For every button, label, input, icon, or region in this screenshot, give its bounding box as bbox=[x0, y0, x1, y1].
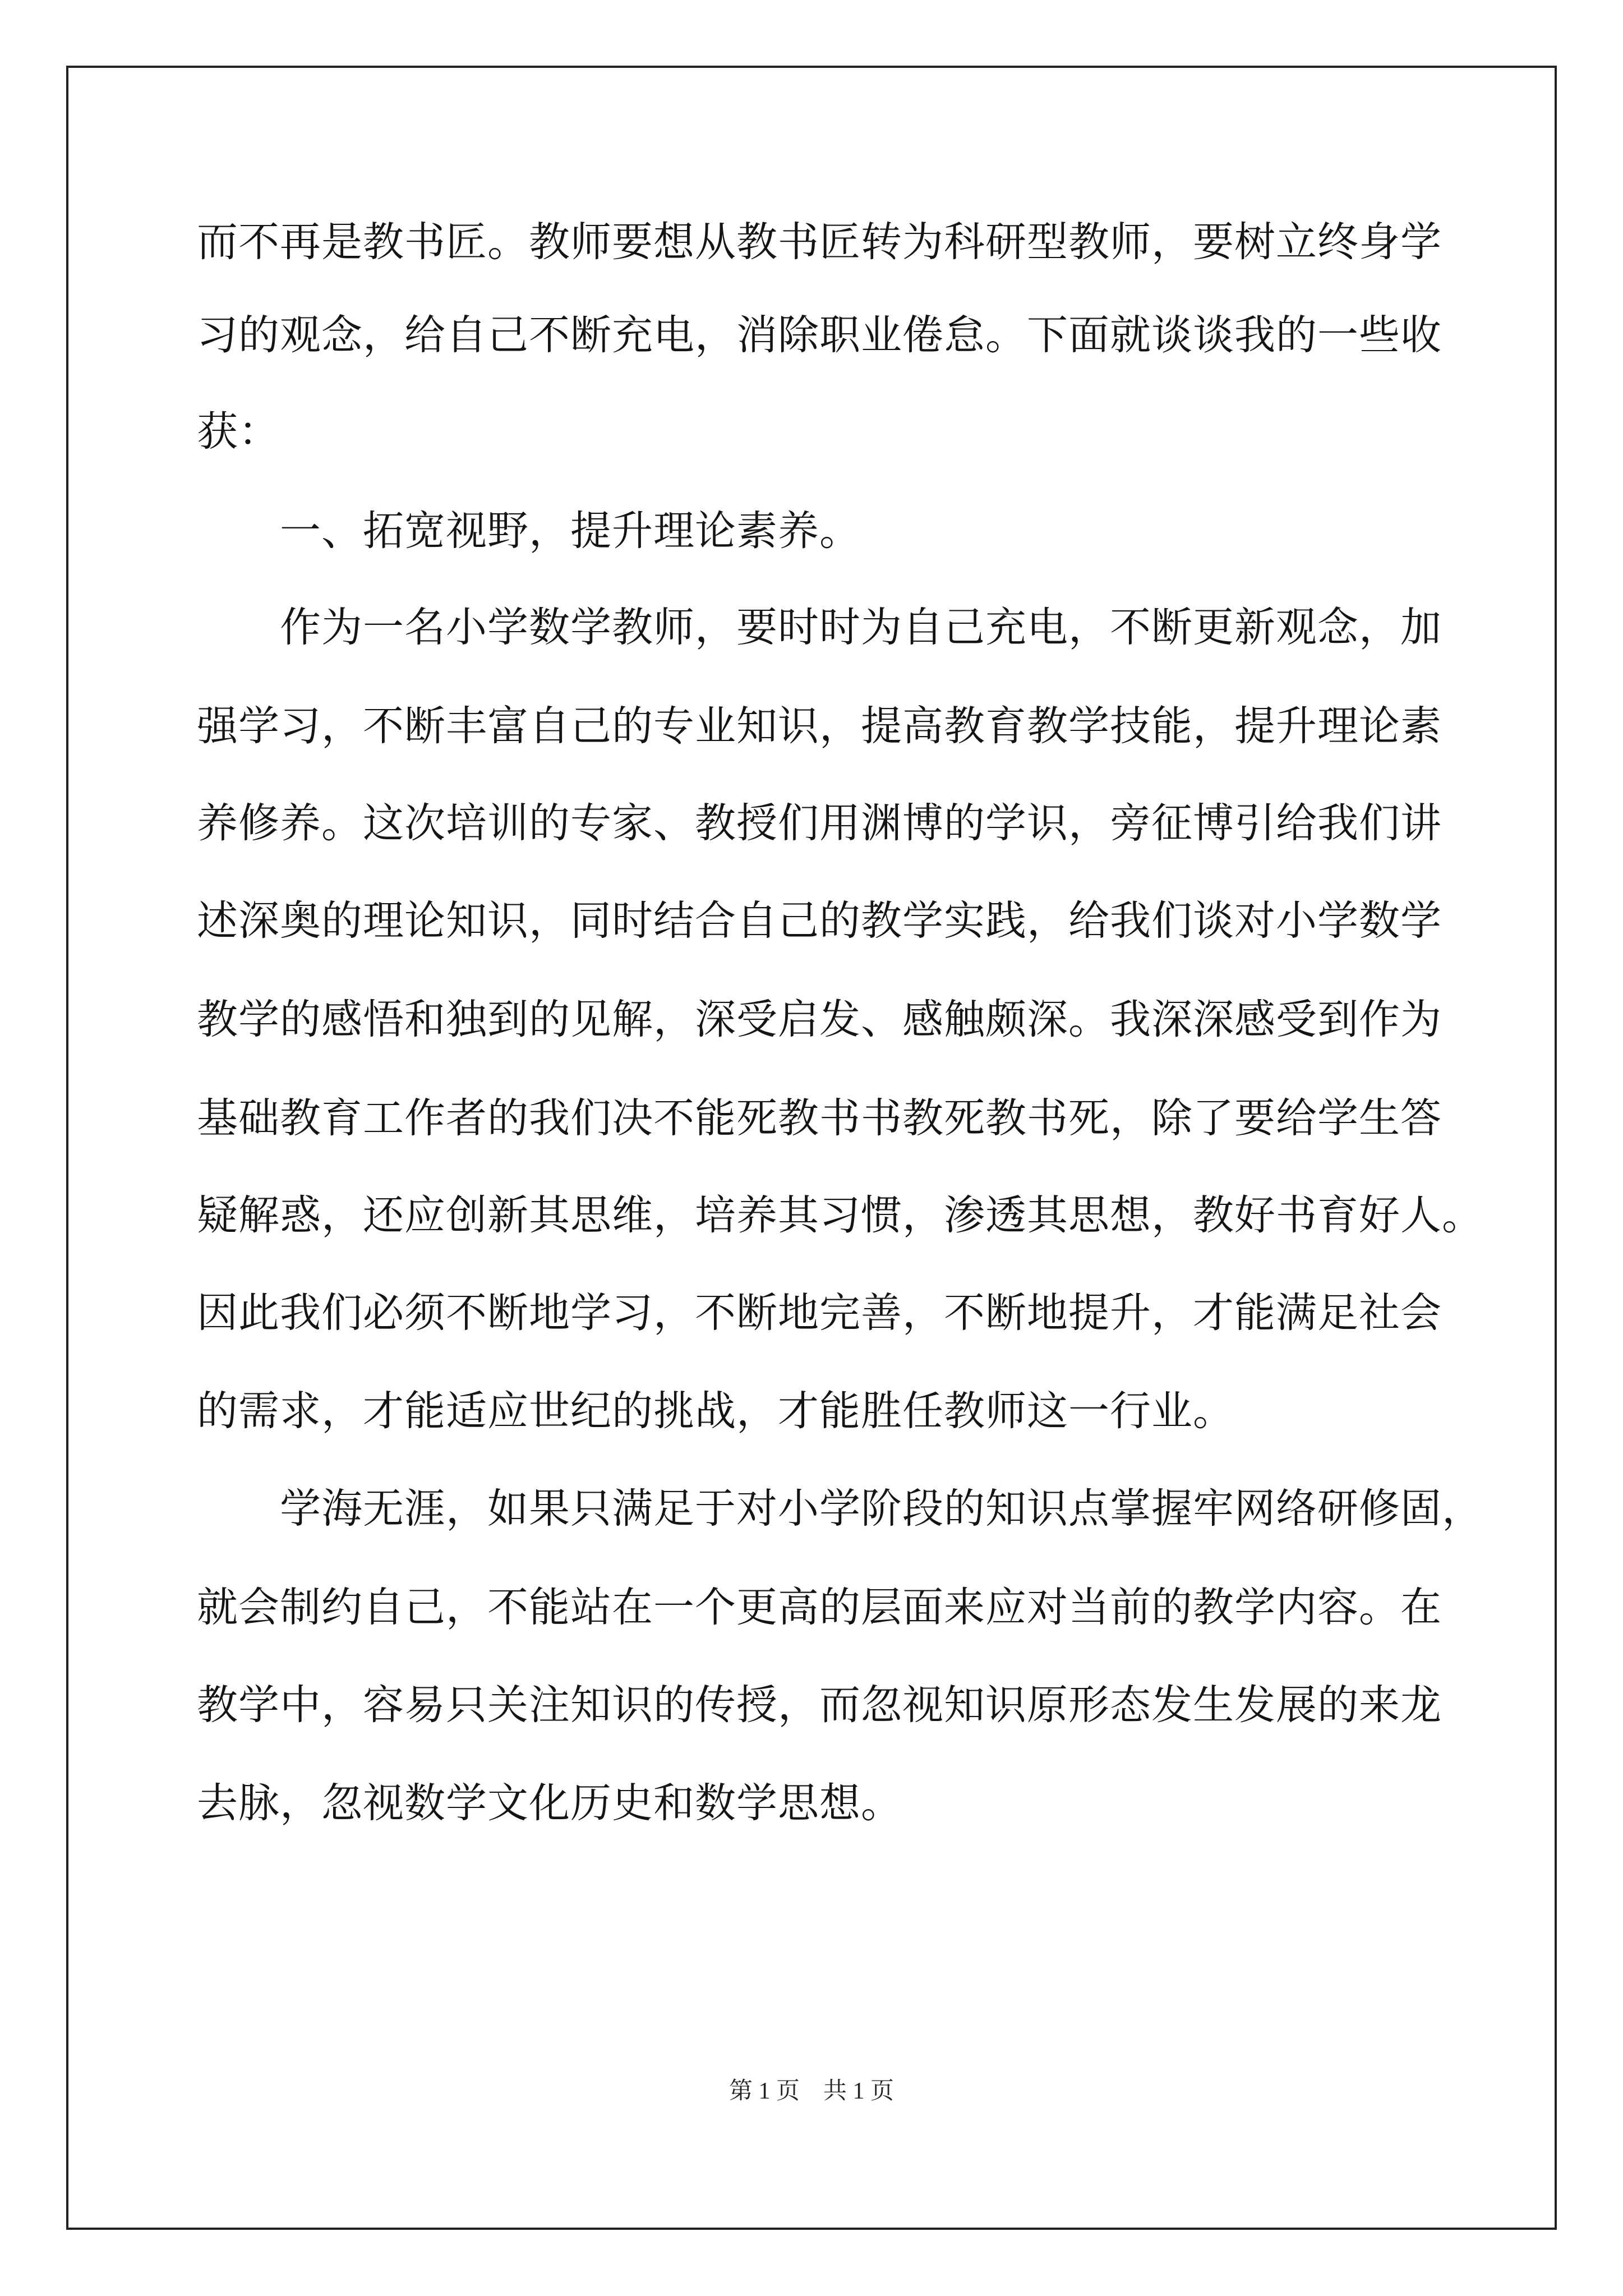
text-line: 就会制约自己，不能站在一个更高的层面来应对当前的教学内容。在 bbox=[197, 1584, 1442, 1631]
text-line: 作为一名小学数学教师，要时时为自己充电，不断更新观念，加 bbox=[197, 604, 1442, 651]
text-line: 疑解惑，还应创新其思维，培养其习惯，渗透其思想，教好书育好人。 bbox=[197, 1191, 1483, 1239]
text-line: 述深奥的理论知识，同时结合自己的教学实践，给我们谈对小学数学 bbox=[197, 897, 1442, 945]
page-border bbox=[66, 66, 1557, 2230]
text-line: 因此我们必须不断地学习，不断地完善，不断地提升，才能满足社会 bbox=[197, 1289, 1442, 1337]
page-footer: 第 1 页 共 1 页 bbox=[728, 2078, 894, 2104]
text-line: 养修养。这次培训的专家、教授们用渊博的学识，旁征博引给我们讲 bbox=[197, 799, 1442, 847]
text-line: 强学习，不断丰富自己的专业知识，提高教育教学技能，提升理论素 bbox=[197, 702, 1442, 750]
text-line: 教学中，容易只关注知识的传授，而忽视知识原形态发生发展的来龙 bbox=[197, 1681, 1442, 1729]
text-line: 的需求，才能适应世纪的挑战，才能胜任教师这一行业。 bbox=[197, 1387, 1234, 1435]
text-line: 去脉，忽视数学文化历史和数学思想。 bbox=[197, 1779, 902, 1827]
text-line: 教学的感悟和独到的见解，深受启发、感触颇深。我深深感受到作为 bbox=[197, 996, 1442, 1043]
section-heading: 一、拓宽视野，提升理论素养。 bbox=[197, 507, 861, 555]
text-line: 基础教育工作者的我们决不能死教书书教死教书死，除了要给学生答 bbox=[197, 1094, 1442, 1142]
text-line: 习的观念，给自己不断充电，消除职业倦怠。下面就谈谈我的一些收 bbox=[197, 311, 1442, 359]
text-line: 学海无涯，如果只满足于对小学阶段的知识点掌握牢网络研修固， bbox=[197, 1485, 1483, 1533]
text-line: 而不再是教书匠。教师要想从教书匠转为科研型教师，要树立终身学 bbox=[197, 218, 1442, 266]
text-line: 获： bbox=[197, 408, 280, 455]
